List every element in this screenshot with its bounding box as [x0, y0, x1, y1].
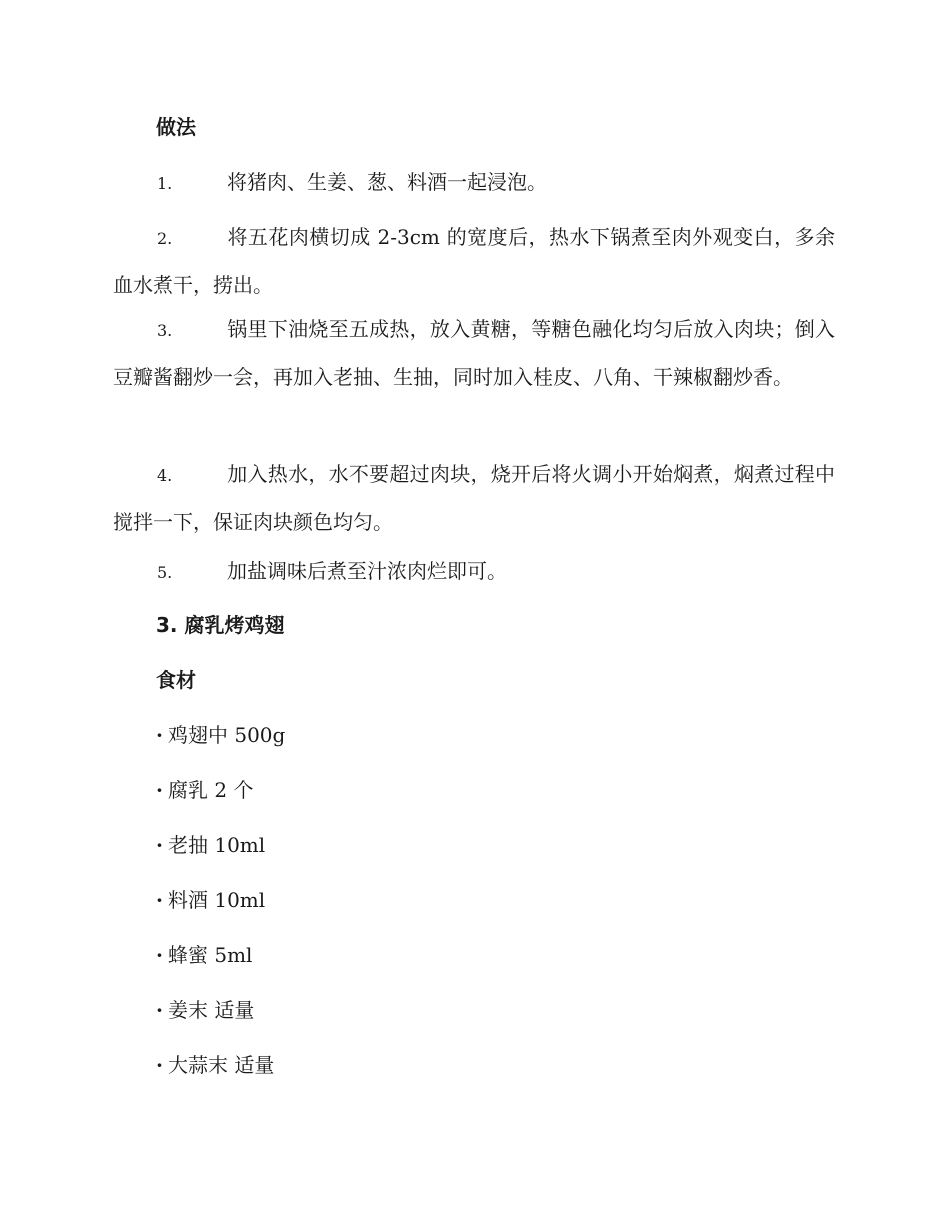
bullet-dot: · [156, 998, 163, 1022]
bullet-dot: · [156, 1053, 163, 1077]
ingredient-item [156, 1051, 274, 1079]
ingredient-text: 腐乳 2 个 [168, 778, 254, 802]
method-step-4 [113, 451, 835, 545]
ingredient-item [156, 941, 252, 969]
step-number: 1. [157, 174, 173, 193]
method-step-3 [113, 306, 835, 400]
bullet-dot: · [156, 833, 163, 857]
ingredient-text: 料酒 10ml [168, 888, 266, 912]
step-number: 2. [157, 229, 173, 248]
bullet-dot: · [156, 778, 163, 802]
step-text: 加盐调味后煮至汁浓肉烂即可。 [227, 559, 507, 583]
ingredient-text: 蜂蜜 5ml [168, 943, 253, 967]
step-number: 5. [157, 563, 173, 582]
bullet-dot: · [156, 723, 163, 747]
step-number: 4. [157, 466, 173, 485]
method-step-2 [113, 214, 835, 308]
bullet-dot: · [156, 888, 163, 912]
ingredient-text: 鸡翅中 500g [168, 723, 286, 747]
ingredient-item [156, 721, 285, 749]
step-text: 将五花肉横切成 2-3cm 的宽度后，热水下锅煮至肉外观变白，多余血水煮干，捞出。 [113, 225, 835, 297]
step-text: 加入热水，水不要超过肉块，烧开后将火调小开始焖煮，焖煮过程中搅拌一下，保证肉块颜色均匀。 [113, 462, 835, 534]
method-heading: 做法 [156, 115, 196, 139]
ingredient-text: 老抽 10ml [168, 833, 266, 857]
bullet-dot: · [156, 943, 163, 967]
step-text: 将猪肉、生姜、葱、料酒一起浸泡。 [227, 170, 547, 194]
ingredient-item [156, 996, 254, 1024]
ingredient-text: 大蒜末 适量 [168, 1053, 275, 1077]
step-number: 3. [157, 321, 173, 340]
method-step-5 [113, 548, 835, 596]
ingredient-item [156, 831, 265, 859]
ingredients-heading: 食材 [156, 668, 196, 692]
step-text: 锅里下油烧至五成热，放入黄糖，等糖色融化均匀后放入肉块；倒入豆瓣酱翻炒一会，再加入老抽、生抽，同时加入桂皮、八角、干辣椒翻炒香。 [113, 317, 835, 389]
ingredient-text: 姜末 适量 [168, 998, 255, 1022]
ingredient-item [156, 776, 253, 804]
ingredient-item [156, 886, 265, 914]
recipe-title: 3. 腐乳烤鸡翅 [156, 613, 285, 637]
method-step-1 [113, 159, 835, 207]
